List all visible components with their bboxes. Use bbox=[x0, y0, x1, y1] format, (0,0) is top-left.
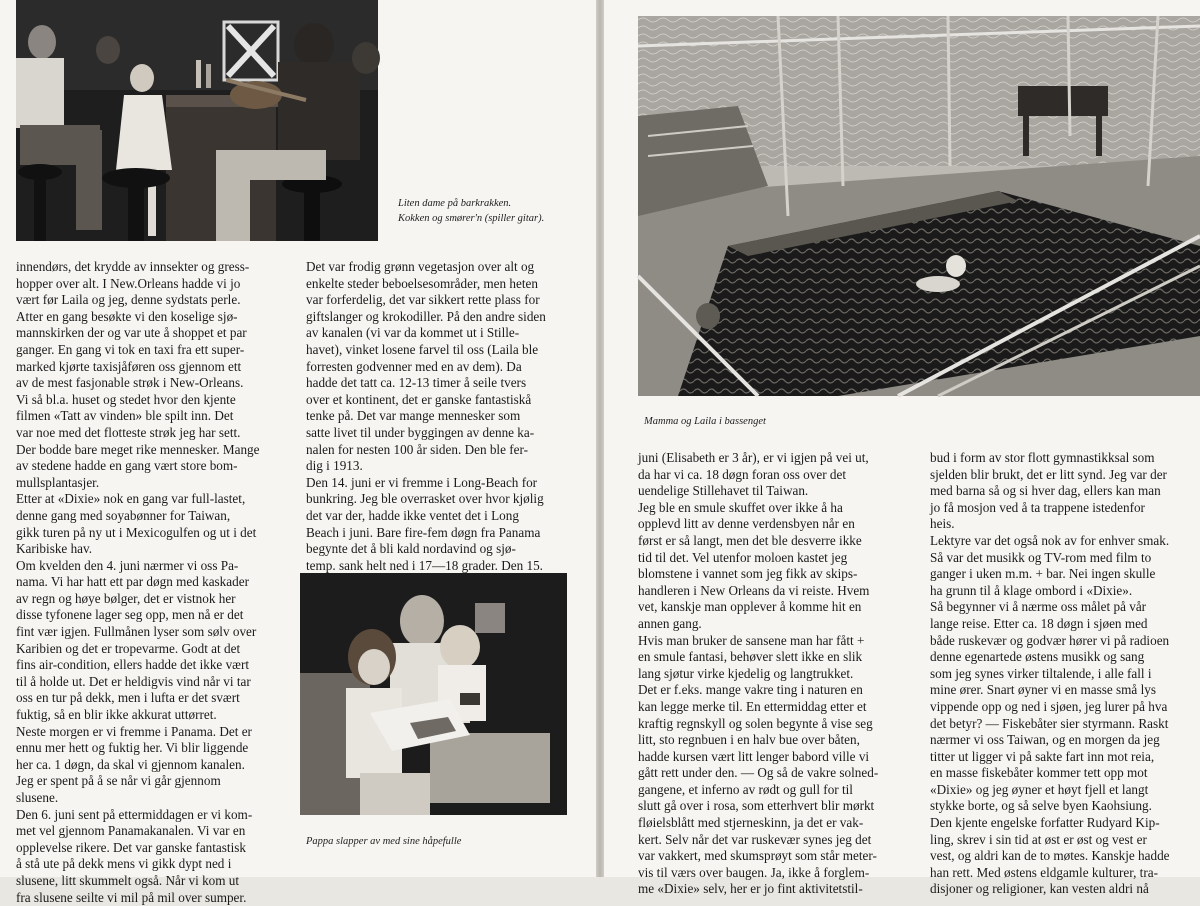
text-line: Vi så bl.a. huset og stedet hvor den kjente bbox=[16, 391, 236, 407]
text-line: heis. bbox=[930, 516, 955, 532]
text-line: Den 6. juni sent på ettermiddagen er vi kom- bbox=[16, 806, 253, 822]
text-line: fuktig, så en blir ikke akkurat uttørret. bbox=[16, 707, 217, 723]
text-line: kraftig regnskyll og solen begynte å vise seg bbox=[638, 715, 873, 731]
text-line: gikk turen på ny ut i Mexicogulfen og ut i det bbox=[16, 524, 257, 540]
text-line: var noe med det flotteste strøk jeg har sett. bbox=[16, 424, 241, 440]
text-line: som jeg synes virker tiltalende, i alle fall i bbox=[930, 665, 1152, 681]
right-column-1 bbox=[638, 450, 922, 898]
text-line: her ca. 1 døgn, da skal vi gjennom kanalen. bbox=[16, 756, 245, 772]
text-line: kert. Selv når det var ruskevær synes jeg det bbox=[638, 831, 872, 847]
text-line: av kanalen (vi var da kommet ut i Stille- bbox=[306, 325, 520, 341]
text-line: stykke borte, og så selve byen Kaohsiung. bbox=[930, 798, 1152, 814]
text-line: Så begynner vi å nærme oss målet på vår bbox=[930, 599, 1147, 615]
text-line: fins air-condition, ellers hadde det ikke vært bbox=[16, 657, 250, 673]
text-line: lang sjøtur virke kjedelig og langtrukket. bbox=[638, 665, 854, 681]
text-line: gangene, et inferno av rødt og gull for til bbox=[638, 781, 853, 797]
text-line: jo få mosjon ved å ta trappene istedenfor bbox=[930, 499, 1145, 515]
text-line: å stå ute på dekk mens vi gikk dypt ned i bbox=[16, 856, 232, 872]
text-line: Etter at «Dixie» nok en gang var full-lastet, bbox=[16, 491, 246, 507]
text-line: var vakkert, med skumsprøyt som står meter- bbox=[638, 848, 877, 864]
left-page bbox=[0, 0, 596, 905]
text-line: Det var frodig grønn vegetasjon over alt og bbox=[306, 259, 535, 274]
text-line: av stedene hadde en gang vært store bom- bbox=[16, 458, 238, 474]
text-line: oss en tur på dekk, men i lufta er det svært bbox=[16, 690, 240, 706]
text-line: Jeg ble en smule skuffet over ikke å ha bbox=[638, 499, 843, 515]
text-line: til å holde ut. Det er heldigvis vind når vi tar bbox=[16, 673, 251, 689]
text-line: juni (Elisabeth er 3 år), er vi igjen på vei ut, bbox=[638, 450, 869, 465]
pool-image bbox=[638, 16, 1200, 396]
text-line: først er så langt, men det ble desverre ikke bbox=[638, 532, 862, 548]
text-line: Den kjente engelske forfatter Rudyard Kip- bbox=[930, 815, 1160, 831]
text-line: ha grunn til å klage ombord i «Dixie». bbox=[930, 582, 1133, 598]
text-line: slusene, litt skummelt også. Når vi kom ut bbox=[16, 872, 240, 888]
text-line: kan legge merke til. En ettermiddag etter et bbox=[638, 698, 867, 714]
text-line: han rett. Med østens eldgamle kulturer, tra- bbox=[930, 864, 1158, 880]
text-line: disjoner og religioner, kan vesten aldri nå bbox=[930, 881, 1149, 897]
text-line: vet, kanskje man opplever å komme hit en bbox=[638, 599, 862, 615]
text-line: annen gang. bbox=[638, 615, 702, 631]
text-line: opplevd litt av denne verdensbyen når en bbox=[638, 516, 855, 532]
text-line: Det er f.eks. mange vakre ting i naturen en bbox=[638, 682, 863, 698]
caption-line: Kokken og smører'n (spiller gitar). bbox=[398, 213, 545, 224]
text-line: Lektyre var det også nok av for enhver smak. bbox=[930, 532, 1170, 548]
text-line: Karibien og det er tropevarme. Godt at det bbox=[16, 640, 241, 656]
text-line: sjelden blir brukt, det er litt synd. Jeg var der bbox=[930, 466, 1167, 482]
bar-scene-photo bbox=[16, 0, 378, 241]
text-line: nama. Vi har hatt ett par døgn med kaskader bbox=[16, 574, 249, 590]
text-line: innendørs, det krydde av innsekter og gress- bbox=[16, 259, 250, 274]
text-line: da har vi ca. 18 døgn foran oss over det bbox=[638, 466, 847, 482]
text-line: uendelige Stillehavet til Taiwan. bbox=[638, 483, 809, 499]
text-line: var forferdelig, det var sikkert rette plass for bbox=[306, 292, 540, 308]
text-line: opplevelse rikere. Det var ganske fantastisk bbox=[16, 839, 246, 855]
text-line: fløielsblått med stjerneskinn, ja det er vak- bbox=[638, 815, 864, 831]
right-page bbox=[604, 0, 1200, 897]
text-line: Atter en gang besøkte vi den koselige sjø- bbox=[16, 308, 238, 324]
text-line: fint vær igjen. Fullmånen lyser som sølv over bbox=[16, 624, 257, 640]
text-line: satte livet til under byggingen av denne ka- bbox=[306, 424, 535, 440]
text-line: filmen «Tatt av vinden» ble spilt inn. Det bbox=[16, 408, 234, 424]
text-line: handleren i New Orleans da vi reiste. Hvem bbox=[638, 582, 870, 598]
text-line: blomstene i vannet som jeg fikk av skips- bbox=[638, 566, 858, 582]
text-line: Om kvelden den 4. juni nærmer vi oss Pa- bbox=[16, 557, 239, 573]
text-line: hadde kursen vært litt lenger babord ville vi bbox=[638, 748, 870, 764]
caption-line: Liten dame på barkrakken. bbox=[398, 198, 512, 209]
text-line: det var der, hadde ikke ventet det i Long bbox=[306, 507, 519, 523]
text-line: begynte det å bli kald nordavind og sjø- bbox=[306, 541, 516, 557]
text-line: hopper over alt. I New.Orleans hadde vi jo bbox=[16, 275, 241, 291]
text-line: denne gang med soyabønner for Taiwan, bbox=[16, 507, 231, 523]
text-line: marked kjørte taxisjåføren oss gjennom ett bbox=[16, 358, 242, 374]
text-line: Der bodde bare meget rike mennesker. Mange bbox=[16, 441, 260, 457]
pool-photo bbox=[638, 16, 1200, 396]
text-line: «Dixie» og jeg øyner et høyt fjell et langt bbox=[930, 781, 1149, 797]
text-line: lange reise. Etter ca. 18 døgn i sjøen med bbox=[930, 615, 1148, 631]
text-line: ganger i uken m.m. + bar. Nei ingen skulle bbox=[930, 566, 1156, 582]
bar-scene-image bbox=[16, 0, 378, 241]
text-line: fra slusene seilte vi mil på mil over sumper. bbox=[16, 889, 247, 905]
text-line: over et kontinent, det er ganske fantastiskå bbox=[306, 391, 532, 407]
father-children-image bbox=[300, 573, 567, 815]
text-line: slusene. bbox=[16, 790, 59, 805]
text-line: av de mest fasjonable strøk i New-Orleans. bbox=[16, 375, 244, 391]
text-line: titter ut ligger vi på sakte fart inn mot reia, bbox=[930, 748, 1155, 764]
text-line: mullsplantasjer. bbox=[16, 474, 100, 490]
text-line: nærmer vi oss Taiwan, og en morgen da jeg bbox=[930, 732, 1160, 748]
text-line: tenke på. Det var mange mennesker som bbox=[306, 408, 521, 424]
text-line: Beach i juni. Bare fire-fem døgn fra Panama bbox=[306, 524, 541, 540]
text-line: tid til det. Vel utenfor moloen kastet jeg bbox=[638, 549, 848, 565]
text-line: vippende opp og ned i sjøen, jeg lurer på hva bbox=[930, 698, 1168, 714]
text-line: med barna så og si hver dag, ellers kan man bbox=[930, 483, 1161, 499]
text-line: havet), vinket losene farvel til oss (Laila ble bbox=[306, 341, 539, 357]
text-line: Så var det musikk og TV-rom med film to bbox=[930, 549, 1152, 565]
text-line: me «Dixie» selv, her er jo fint aktivitetstil- bbox=[638, 881, 863, 897]
caption-father-children: Pappa slapper av med sine håpefulle bbox=[306, 836, 462, 847]
text-line: hadde det tatt ca. 12-13 timer å seile tvers bbox=[306, 375, 527, 391]
caption-bar-scene bbox=[398, 196, 588, 226]
text-line: en smule fantasi, behøver slett ikke en slik bbox=[638, 649, 863, 665]
text-line: ganger. En gang vi tok en taxi fra ett super- bbox=[16, 341, 245, 357]
text-line: giftslanger og krokodiller. På den andre siden bbox=[306, 308, 546, 324]
text-line: av regn og høye bølger, det er vistnok her bbox=[16, 590, 236, 606]
text-line: forresten godvenner med en av dem). Da bbox=[306, 358, 522, 374]
father-children-photo bbox=[300, 573, 567, 815]
text-line: enkelte steder beboelsesområder, men heten bbox=[306, 275, 538, 291]
left-column-2 bbox=[306, 259, 588, 574]
text-line: både ruskevær og godvær hører vi på radioen bbox=[930, 632, 1170, 648]
text-line: litt, sto regnbuen i en halv bue over båten, bbox=[638, 732, 860, 748]
text-line: Hvis man bruker de sansene man har fått + bbox=[638, 632, 865, 648]
text-line: dig i 1913. bbox=[306, 458, 363, 474]
text-line: slutt gå over i rosa, som etterhvert blir mørkt bbox=[638, 798, 875, 814]
text-line: vest, og aldri kan de to møtes. Kanskje hadde bbox=[930, 848, 1170, 864]
text-line: vært før Laila og jeg, denne sydstats perle. bbox=[16, 292, 241, 308]
text-line: ling, skrev i sin tid at øst er øst og vest er bbox=[930, 831, 1147, 847]
text-line: Den 14. juni er vi fremme i Long-Beach for bbox=[306, 474, 538, 490]
text-line: ennu mer hett og fuktig her. Vi blir liggende bbox=[16, 740, 249, 756]
text-line: en masse fiskebåter kommer tett opp mot bbox=[930, 765, 1148, 781]
text-line: mine ører. Snart øyner vi en masse små lys bbox=[930, 682, 1156, 698]
text-line: bud i form av stor flott gymnastikksal som bbox=[930, 450, 1155, 465]
text-line: det betyr? — Fiskebåter sier styrmann. Raskt bbox=[930, 715, 1169, 731]
text-line: met vel gjennom Panamakanalen. Vi var en bbox=[16, 823, 246, 839]
book-gutter bbox=[596, 0, 604, 877]
text-line: bunkring. Jeg ble overrasket over hvor kjølig bbox=[306, 491, 544, 507]
text-line: Karibiske hav. bbox=[16, 541, 93, 557]
text-line: nalen for nesten 100 år siden. Den ble fer- bbox=[306, 441, 529, 457]
text-line: Neste morgen er vi fremme i Panama. Det er bbox=[16, 723, 252, 739]
text-line: vis til værs over baugen. Ja, ikke å forglem- bbox=[638, 864, 870, 880]
caption-pool: Mamma og Laila i bassenget bbox=[644, 416, 766, 427]
text-line: gått rett under den. — Og så de vakre solned- bbox=[638, 765, 879, 781]
text-line: mannskirken der og var ute å shoppet et par bbox=[16, 325, 247, 341]
left-column-1 bbox=[16, 259, 298, 906]
text-line: temp. sank helt ned i 17—18 grader. Den 15. bbox=[306, 557, 543, 573]
text-line: Jeg er spent på å se når vi går gjennom bbox=[16, 773, 221, 789]
right-column-2 bbox=[930, 450, 1192, 898]
text-line: disse tyfonene lager seg opp, men nå er det bbox=[16, 607, 244, 623]
text-line: denne egenartede østens musikk og sang bbox=[930, 649, 1145, 665]
